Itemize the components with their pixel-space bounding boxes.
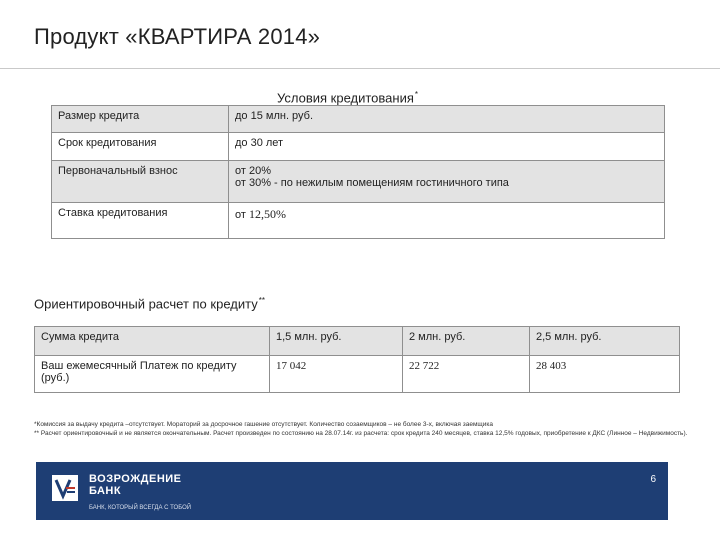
calculation-table — [34, 326, 680, 393]
footer-banner — [36, 462, 668, 520]
bank-name — [89, 473, 182, 497]
conditions-label: Ставка кредитования — [52, 203, 229, 239]
table-row — [52, 106, 665, 133]
conditions-label: Размер кредита — [52, 106, 229, 133]
footnote-line-1: *Комиссия за выдачу кредита –отсутствует. Мораторий за досрочное гашение отсутствует. Количество созаемщиков – не более 3-х, включая заемщика — [34, 421, 494, 428]
amount-value: 1,5 млн. руб. — [270, 327, 403, 356]
table-row — [52, 161, 665, 203]
conditions-label: Первоначальный взнос — [52, 161, 229, 203]
table-row — [35, 327, 680, 356]
page-title: Продукт «КВАРТИРА 2014» — [34, 24, 321, 49]
payment-value: 28 403 — [530, 356, 680, 393]
conditions-value-secondary: от 30% - по нежилым помещениям гостиничного типа — [235, 177, 509, 189]
bank-tagline: БАНК, КОТОРЫЙ ВСЕГДА С ТОБОЙ — [89, 505, 192, 511]
conditions-label: Срок кредитования — [52, 133, 229, 161]
conditions-heading — [277, 90, 418, 105]
conditions-value: до 15 млн. руб. — [229, 106, 665, 133]
calculation-heading — [34, 296, 265, 311]
amount-label: Сумма кредита — [35, 327, 270, 356]
payment-value: 22 722 — [403, 356, 530, 393]
footnote — [34, 420, 694, 438]
payment-value: 17 042 — [270, 356, 403, 393]
title-divider — [0, 68, 720, 69]
conditions-table — [51, 105, 665, 239]
conditions-heading-text: Условия кредитования — [277, 90, 414, 106]
table-row — [52, 203, 665, 239]
payment-label: Ваш ежемесячный Платеж по кредиту (руб.) — [35, 356, 270, 393]
bank-name-line-1: ВОЗРОЖДЕНИЕ — [89, 473, 182, 485]
conditions-value-cell — [229, 203, 665, 239]
conditions-value-cell — [229, 161, 665, 203]
page-number: 6 — [650, 474, 656, 485]
amount-value: 2,5 млн. руб. — [530, 327, 680, 356]
conditions-value: от 20% — [235, 165, 271, 177]
calculation-heading-text: Ориентировочный расчет по кредиту — [34, 296, 258, 312]
bank-logo-icon — [52, 475, 78, 501]
rate-prefix: от — [235, 209, 249, 221]
calculation-heading-mark: ** — [258, 296, 265, 305]
conditions-heading-mark: * — [414, 90, 419, 99]
rate-value: 12,50% — [248, 207, 286, 221]
bank-name-line-2: БАНК — [89, 485, 122, 497]
conditions-value: до 30 лет — [229, 133, 665, 161]
footnote-line-2: ** Расчет ориентировочный и не является окончательным. Расчет произведен по состоянию на 28.07.14г. из расчета: срок кредита 240 месяцев, ставка 12,5% годовых, приобретение к ДКС (Линное – Недвижимость). — [34, 430, 688, 437]
table-row — [52, 133, 665, 161]
amount-value: 2 млн. руб. — [403, 327, 530, 356]
table-row — [35, 356, 680, 393]
